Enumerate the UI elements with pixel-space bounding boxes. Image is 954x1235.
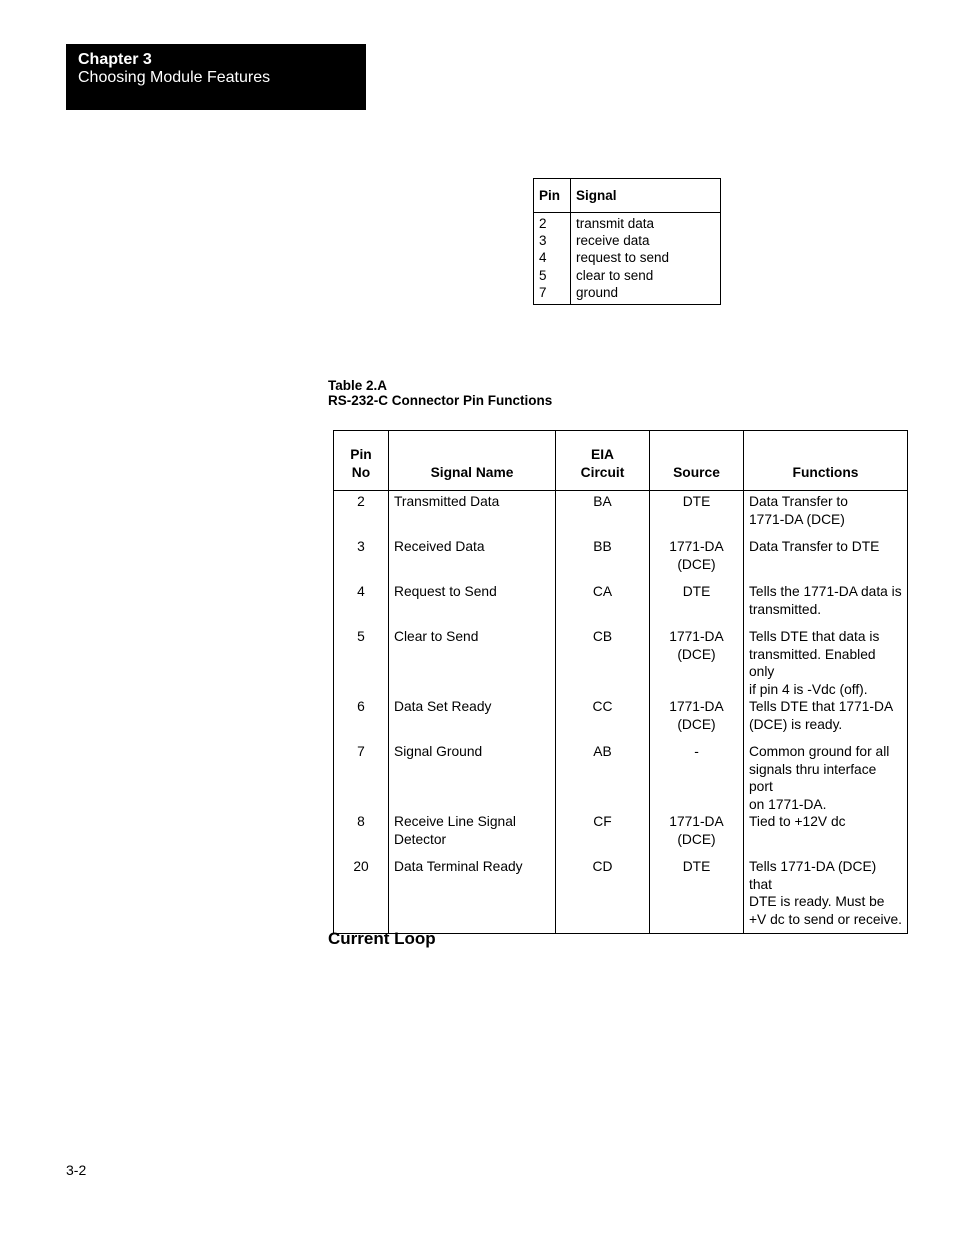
pin-signal-table (533, 178, 721, 305)
table-row (334, 743, 908, 813)
function-cell: Tells DTE that 1771-DA (DCE) is ready. (744, 698, 908, 743)
eia-circuit-cell: CC (556, 698, 650, 743)
signal-name-cell: Data Terminal Ready (389, 858, 556, 934)
function-cell: Tells DTE that data is transmitted. Enabled only if pin 4 is -Vdc (off). (744, 628, 908, 698)
functions-header: Functions (744, 431, 908, 491)
pin-cell: 8 (334, 813, 389, 858)
table-number: Table 2.A (328, 378, 388, 393)
chapter-title: Choosing Module Features (78, 69, 271, 86)
source-cell: 1771-DA (DCE) (650, 538, 744, 583)
table-header-row (334, 431, 908, 491)
signal-header: Signal (571, 179, 721, 213)
pin-cell: 20 (334, 858, 389, 934)
chapter-header (66, 44, 366, 110)
eia-circuit-cell: CD (556, 858, 650, 934)
pin-cell: 7 (334, 743, 389, 813)
source-cell: DTE (650, 491, 744, 539)
eia-circuit-cell: AB (556, 743, 650, 813)
eia-circuit-cell: CA (556, 583, 650, 628)
source-cell: 1771-DA (DCE) (650, 813, 744, 858)
rs232-pin-functions-table (333, 430, 908, 934)
source-cell: DTE (650, 858, 744, 934)
signal-name-cell: Receive Line Signal Detector (389, 813, 556, 858)
pin-cell: 2 (334, 491, 389, 539)
signal-name-cell: Signal Ground (389, 743, 556, 813)
pin-list: 2 3 4 5 7 (534, 213, 571, 305)
source-cell: DTE (650, 583, 744, 628)
signal-name-cell: Clear to Send (389, 628, 556, 698)
pin-cell: 6 (334, 698, 389, 743)
eia-circuit-cell: BA (556, 491, 650, 539)
eia-circuit-cell: CF (556, 813, 650, 858)
source-cell: - (650, 743, 744, 813)
table-caption (328, 378, 552, 408)
function-cell: Data Transfer to 1771-DA (DCE) (744, 491, 908, 539)
source-header: Source (650, 431, 744, 491)
section-heading: Current Loop (328, 929, 436, 948)
signal-name-header: Signal Name (389, 431, 556, 491)
eia-circuit-cell: CB (556, 628, 650, 698)
page-number: 3-2 (66, 1162, 87, 1178)
function-cell: Tied to +12V dc (744, 813, 908, 858)
function-cell: Tells 1771-DA (DCE) that DTE is ready. Must be +V dc to send or receive. (744, 858, 908, 934)
table-row (334, 858, 908, 934)
signal-name-cell: Transmitted Data (389, 491, 556, 539)
eia-circuit-cell: BB (556, 538, 650, 583)
pin-cell: 5 (334, 628, 389, 698)
function-cell: Tells the 1771-DA data is transmitted. (744, 583, 908, 628)
table-title: RS-232-C Connector Pin Functions (328, 393, 553, 408)
source-cell: 1771-DA (DCE) (650, 698, 744, 743)
table-row (334, 628, 908, 698)
table-row (334, 813, 908, 858)
pin-cell: 4 (334, 583, 389, 628)
signal-name-cell: Request to Send (389, 583, 556, 628)
pin-table-header-row (534, 179, 721, 213)
pin-table-body-row (534, 213, 721, 305)
table-row (334, 491, 908, 539)
signal-name-cell: Data Set Ready (389, 698, 556, 743)
function-cell: Data Transfer to DTE (744, 538, 908, 583)
table-body (334, 491, 908, 934)
pin-no-header: Pin No (334, 431, 389, 491)
signal-list: transmit data receive data request to send clear to send ground (571, 213, 721, 305)
table-row (334, 698, 908, 743)
pin-header: Pin (534, 179, 571, 213)
signal-name-cell: Received Data (389, 538, 556, 583)
pin-cell: 3 (334, 538, 389, 583)
function-cell: Common ground for all signals thru interface port on 1771-DA. (744, 743, 908, 813)
chapter-number: Chapter 3 (78, 51, 152, 68)
table-row (334, 538, 908, 583)
table-row (334, 583, 908, 628)
source-cell: 1771-DA (DCE) (650, 628, 744, 698)
eia-circuit-header: EIA Circuit (556, 431, 650, 491)
